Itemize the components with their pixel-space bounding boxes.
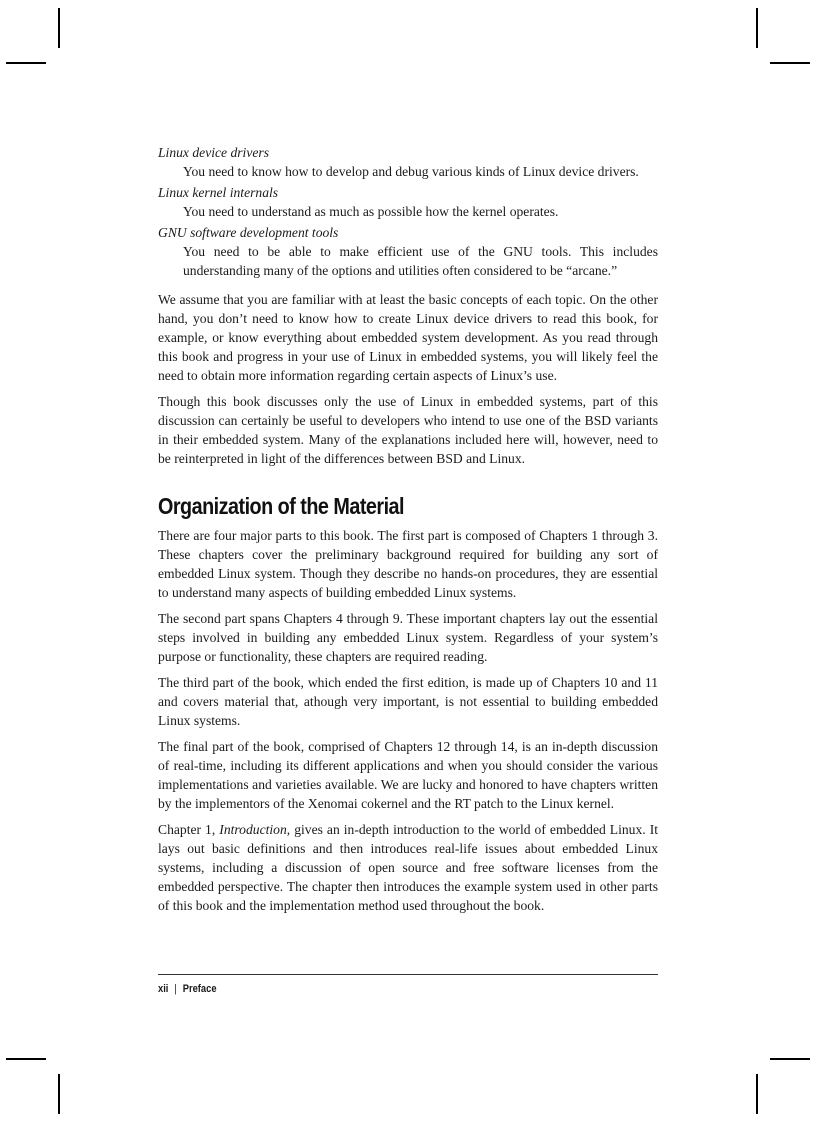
- paragraph: The third part of the book, which ended the first edition, is made up of Chapters 10 and 11 and covers material that, athough very important, is not essential to building embedded Linux systems.: [158, 675, 658, 728]
- paragraph: We assume that you are familiar with at least the basic concepts of each topic. On the other hand, you don’t need to know how to create Linux device drivers to read this book, for example, or know everything about embedded system development. As you read through this book and progress in your use of Linux in embedded systems, you will likely feel the need to obtain more information regarding certain aspects of Linux’s use.: [158, 292, 658, 383]
- definition-description: You need to understand as much as possible how the kernel operates.: [183, 204, 559, 219]
- definition-term: Linux kernel internals: [158, 185, 279, 200]
- crop-mark: [756, 1074, 758, 1114]
- definition-description: You need to be able to make efficient use of the GNU tools. This includes understanding many of the options and utilities often considered to be “arcane.”: [183, 244, 658, 278]
- paragraph: The final part of the book, comprised of Chapters 12 through 14, is an in-depth discussion of real-time, including its different applications and when you should consider the various implementations and varieties available. We are lucky and honored to have chapters written by the implementors of the Xenomai cokernel and the RT patch to the Linux kernel.: [158, 739, 658, 811]
- footer-separator: |: [174, 983, 177, 995]
- crop-mark: [770, 1058, 810, 1060]
- crop-mark: [6, 62, 46, 64]
- crop-mark: [6, 1058, 46, 1060]
- paragraph: There are four major parts to this book. The first part is composed of Chapters 1 through 3. These chapters cover the preliminary background required for building any sort of embedded Linux system. Though they describe no hands-on procedures, they are essential to understand many aspects of building embedded Linux systems.: [158, 528, 658, 600]
- page-number: xii: [158, 983, 169, 995]
- footer-rule: [158, 974, 658, 975]
- chapter-1-title: Introduction: [219, 822, 287, 837]
- crop-mark: [770, 62, 810, 64]
- definition-term: GNU software development tools: [158, 225, 339, 240]
- paragraph: The second part spans Chapters 4 through 9. These important chapters lay out the essential steps involved in building any embedded Linux system. Regardless of your system’s purpose or functionality, these chapters are required reading.: [158, 611, 658, 664]
- section-heading: Organization of the Material: [158, 493, 405, 519]
- crop-mark: [58, 8, 60, 48]
- footer-section: Preface: [182, 983, 217, 995]
- chapter-1-lead: Chapter 1,: [158, 822, 220, 837]
- page-footer: [158, 983, 217, 995]
- definition-term: Linux device drivers: [158, 145, 269, 160]
- definition-description: You need to know how to develop and debug various kinds of Linux device drivers.: [183, 164, 639, 179]
- crop-mark: [58, 1074, 60, 1114]
- definition-list: [158, 143, 658, 280]
- crop-mark: [756, 8, 758, 48]
- chapter-1-text: , gives an in-depth introduction to the world of embedded Linux. It lays out basic definitions and then introduces real-life issues about embedded Linux systems, including a discussion of open source and free software licenses from the embedded perspective. The chapter then introduces the example system used in other parts of this book and the implementation method used throughout the book.: [158, 822, 659, 913]
- chapter-1-paragraph: [158, 820, 658, 915]
- page-body: [158, 143, 658, 915]
- paragraph: Though this book discusses only the use of Linux in embedded systems, part of this discussion can certainly be useful to developers who intend to use one of the BSD variants in their embedded system. Many of the explanations included here will, however, need to be reinterpreted in light of the differences between BSD and Linux.: [158, 394, 658, 466]
